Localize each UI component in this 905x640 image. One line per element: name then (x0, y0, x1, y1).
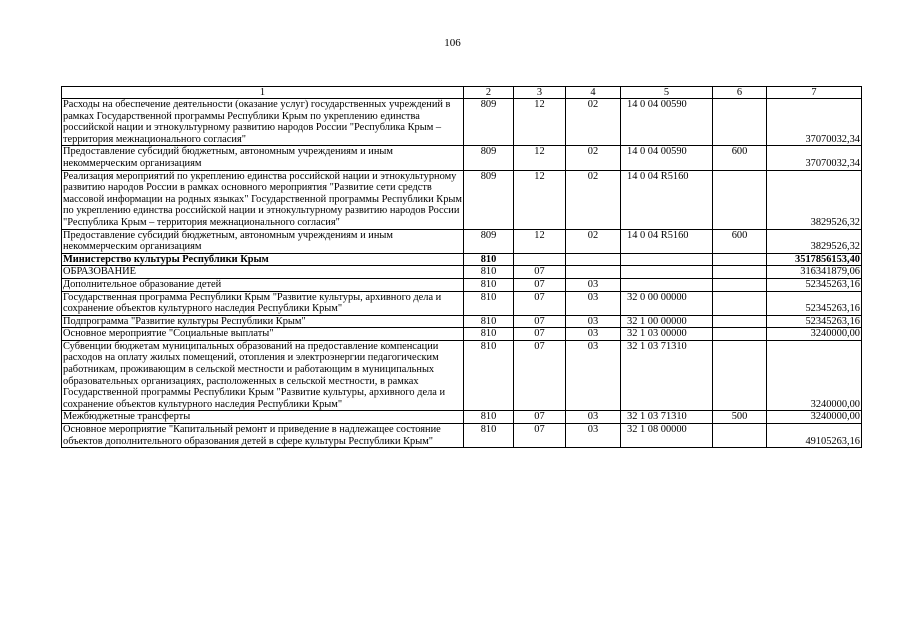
row-gr-cell: 809 (464, 99, 514, 146)
row-csr-cell: 14 0 04 00590 (621, 146, 713, 170)
row-name-cell: Субвенции бюджетам муниципальных образований на предоставление компенсации расходов на оплату жилых помещений, отопления и электроэнергии педагогическим работникам, проживающим в сельской местности и работающим в муниципальных образовательных организациях, расположенных в сельской местности, в рамках Государственной программы Республики Крым "Развитие культуры, архивного дела и сохранение объектов культурного наследия Республики Крым" (62, 340, 464, 411)
row-rz-cell: 12 (514, 170, 566, 229)
page-number: 106 (444, 37, 461, 49)
row-gr-cell: 809 (464, 229, 514, 253)
row-sum-cell: 3240000,00 (767, 411, 862, 424)
row-sum-cell: 3829526,32 (767, 229, 862, 253)
row-gr-cell: 810 (464, 278, 514, 291)
table-row (62, 278, 862, 291)
row-csr-cell: 32 1 00 00000 (621, 315, 713, 328)
row-vr-cell (713, 99, 767, 146)
row-vr-cell (713, 291, 767, 315)
row-csr-cell: 32 1 03 00000 (621, 328, 713, 341)
row-pr-cell: 03 (566, 291, 621, 315)
row-name-cell: Дополнительное образование детей (62, 278, 464, 291)
row-vr-cell (713, 253, 767, 266)
row-vr-cell (713, 278, 767, 291)
row-pr-cell (566, 266, 621, 279)
row-gr-cell: 810 (464, 266, 514, 279)
table-row (62, 266, 862, 279)
row-rz-cell: 07 (514, 278, 566, 291)
row-name-cell: Предоставление субсидий бюджетным, автономным учреждениям и иным некоммерческим организациям (62, 229, 464, 253)
row-sum-cell: 49105263,16 (767, 424, 862, 448)
row-pr-cell: 03 (566, 340, 621, 411)
row-name-cell: ОБРАЗОВАНИЕ (62, 266, 464, 279)
row-sum-cell: 3517856153,40 (767, 253, 862, 266)
row-sum-cell: 3240000,00 (767, 340, 862, 411)
row-pr-cell: 02 (566, 146, 621, 170)
row-pr-cell: 03 (566, 411, 621, 424)
row-rz-cell: 12 (514, 99, 566, 146)
row-rz-cell: 07 (514, 291, 566, 315)
header-cell: 5 (621, 87, 713, 99)
row-gr-cell: 809 (464, 170, 514, 229)
table-row (62, 253, 862, 266)
header-cell: 7 (767, 87, 862, 99)
row-gr-cell: 810 (464, 411, 514, 424)
table-row (62, 340, 862, 411)
row-rz-cell: 12 (514, 229, 566, 253)
row-name-cell: Реализация мероприятий по укреплению единства российской нации и этнокультурному развитию народов России в рамках основного мероприятия "Развитие сети средств массовой информации на родных языках" Государственной программы Республики Крым по укреплению единства российской нации и этнокультурному развитию народов России "Республика Крым – территория межнационального согласия" (63, 170, 462, 228)
row-pr-cell (566, 253, 621, 266)
row-csr-cell (621, 278, 713, 291)
row-name-cell: Основное мероприятие "Социальные выплаты" (62, 328, 464, 341)
row-sum-cell: 52345263,16 (767, 315, 862, 328)
row-pr-cell: 03 (566, 315, 621, 328)
row-csr-cell: 14 0 04 R5160 (621, 170, 713, 229)
row-pr-cell: 03 (566, 328, 621, 341)
row-rz-cell: 07 (514, 424, 566, 448)
row-sum-cell: 37070032,34 (767, 99, 862, 146)
row-vr-cell (713, 340, 767, 411)
row-vr-cell: 500 (713, 411, 767, 424)
header-row (62, 87, 862, 99)
row-sum-cell: 316341879,06 (767, 266, 862, 279)
header-cell: 3 (514, 87, 566, 99)
row-vr-cell: 600 (713, 146, 767, 170)
header-cell: 6 (713, 87, 767, 99)
row-vr-cell (713, 170, 767, 229)
row-sum-cell: 3829526,32 (767, 170, 862, 229)
row-vr-cell (713, 315, 767, 328)
header-cell: 2 (464, 87, 514, 99)
row-rz-cell: 07 (514, 340, 566, 411)
row-gr-cell: 810 (464, 315, 514, 328)
table-row (62, 229, 862, 253)
row-gr-cell: 809 (464, 146, 514, 170)
row-rz-cell: 12 (514, 146, 566, 170)
row-vr-cell (713, 328, 767, 341)
table-body (62, 99, 862, 448)
budget-table (61, 86, 862, 448)
table-row (62, 411, 862, 424)
row-csr-cell: 14 0 04 00590 (621, 99, 713, 146)
row-name-cell: Министерство культуры Республики Крым (62, 253, 464, 266)
row-pr-cell: 03 (566, 424, 621, 448)
row-vr-cell (713, 266, 767, 279)
row-sum-cell: 52345263,16 (767, 278, 862, 291)
row-csr-cell: 32 1 03 71310 (621, 411, 713, 424)
row-pr-cell: 02 (566, 229, 621, 253)
row-name-cell: Основное мероприятие "Капитальный ремонт и приведение в надлежащее состояние объектов дополнительного образования детей в сфере культуры Республики Крым" (62, 424, 464, 448)
table-row (62, 170, 862, 229)
row-pr-cell: 03 (566, 278, 621, 291)
header-cell: 4 (566, 87, 621, 99)
row-gr-cell: 810 (464, 424, 514, 448)
row-rz-cell (514, 253, 566, 266)
row-name-cell: Межбюджетные трансферты (62, 411, 464, 424)
row-csr-cell: 32 1 03 71310 (621, 340, 713, 411)
row-name-cell: Подпрограмма "Развитие культуры Республики Крым" (62, 315, 464, 328)
row-sum-cell: 52345263,16 (767, 291, 862, 315)
row-csr-cell (621, 266, 713, 279)
row-name-cell: Предоставление субсидий бюджетным, автономным учреждениям и иным некоммерческим организациям (62, 146, 464, 170)
table-row (62, 146, 862, 170)
row-gr-cell: 810 (464, 291, 514, 315)
header-cell: 1 (62, 87, 464, 99)
row-csr-cell (621, 253, 713, 266)
row-name-cell: Расходы на обеспечение деятельности (оказание услуг) государственных учреждений в рамках Государственной программы Республики Крым по укреплению единства российской нации и этнокультурному развитию народов России "Республика Крым – территория межнационального согласия" (62, 99, 464, 146)
row-name-cell: Государственная программа Республики Крым "Развитие культуры, архивного дела и сохранение объектов культурного наследия Республики Крым" (62, 291, 464, 315)
table-row (62, 99, 862, 146)
row-rz-cell: 07 (514, 328, 566, 341)
row-gr-cell: 810 (464, 340, 514, 411)
table-row (62, 328, 862, 341)
row-sum-cell: 37070032,34 (767, 146, 862, 170)
row-sum-cell: 3240000,00 (767, 328, 862, 341)
row-rz-cell: 07 (514, 266, 566, 279)
row-rz-cell: 07 (514, 411, 566, 424)
row-gr-cell: 810 (464, 328, 514, 341)
row-gr-cell: 810 (464, 253, 514, 266)
row-csr-cell: 32 1 08 00000 (621, 424, 713, 448)
table-row (62, 424, 862, 448)
row-csr-cell: 32 0 00 00000 (621, 291, 713, 315)
row-csr-cell: 14 0 04 R5160 (621, 229, 713, 253)
row-pr-cell: 02 (566, 170, 621, 229)
row-rz-cell: 07 (514, 315, 566, 328)
row-vr-cell (713, 424, 767, 448)
table-row (62, 315, 862, 328)
table-row (62, 291, 862, 315)
row-vr-cell: 600 (713, 229, 767, 253)
row-pr-cell: 02 (566, 99, 621, 146)
